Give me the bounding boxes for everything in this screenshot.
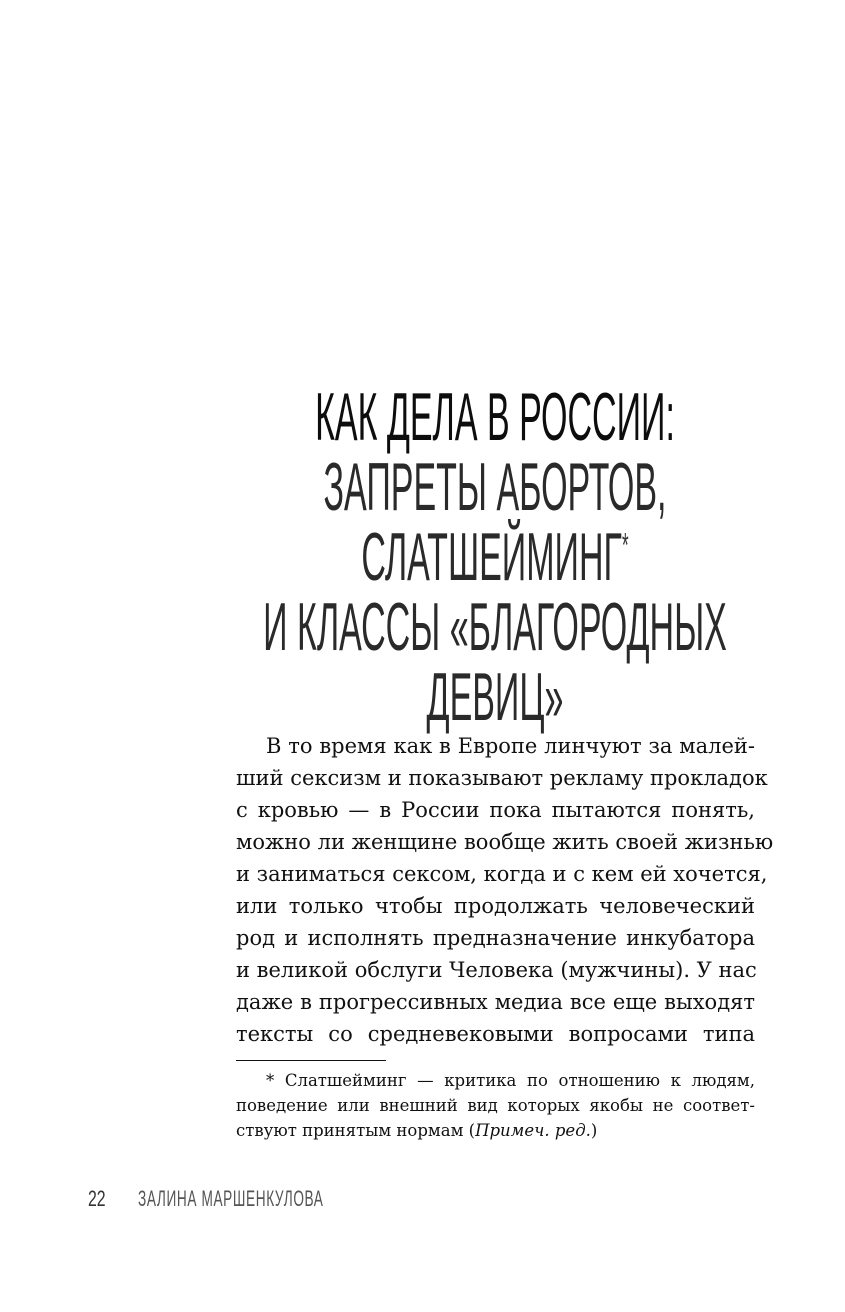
body-line: В то время как в Европе линчуют за малей-	[266, 734, 755, 758]
footnote-line-1: * Слатшейминг — критика по отношению к людям,	[266, 1071, 755, 1090]
body-line: с кровью — в России пока пытаются понять,	[236, 798, 755, 822]
chapter-title-line-3-text: СЛАТШЕЙМИНГ	[360, 519, 622, 595]
footnote-line-3-end: )	[590, 1121, 598, 1140]
body-line: или только чтобы продолжать человеческий	[236, 894, 755, 918]
footnote-divider	[236, 1060, 386, 1061]
running-head-author: ЗАЛИНА МАРШЕНКУЛОВА	[138, 1186, 324, 1211]
footnote-marker: *	[621, 526, 629, 565]
body-line: даже в прогрессивных медиа все еще выходят	[236, 990, 755, 1014]
body-line: род и исполнять предназначение инкубатора	[236, 926, 755, 950]
footnote-line-2: поведение или внешний вид которых якобы не соответ-	[236, 1096, 755, 1115]
chapter-title-line-2: ЗАПРЕТЫ АБОРТОВ,	[323, 449, 666, 525]
page-number: 22	[88, 1186, 106, 1211]
body-line: можно ли женщине вообще жить своей жизнью	[236, 830, 774, 854]
footnote-line-3-start: ствуют принятым нормам (	[236, 1121, 476, 1140]
chapter-title-line-3	[263, 519, 727, 595]
body-line: и великой обслуги Человека (мужчины). У нас	[236, 958, 757, 982]
chapter-title-line-4: И КЛАССЫ «БЛАГОРОДНЫХ	[262, 589, 727, 665]
chapter-title-line-5: ДЕВИЦ»	[426, 659, 563, 735]
chapter-title	[222, 379, 767, 735]
footnote	[236, 1068, 755, 1143]
body-line: ший сексизм и показывают рекламу прокладок	[236, 766, 768, 790]
body-line: тексты со средневековыми вопросами типа	[236, 1022, 755, 1046]
footnote-line-3	[236, 1118, 755, 1143]
body-paragraph	[236, 730, 774, 1050]
chapter-title-line-1: КАК ДЕЛА В РОССИИ:	[314, 379, 675, 455]
editor-note: Примеч. ред.	[475, 1121, 591, 1140]
body-line: и заниматься сексом, когда и с кем ей хочется,	[236, 862, 768, 886]
